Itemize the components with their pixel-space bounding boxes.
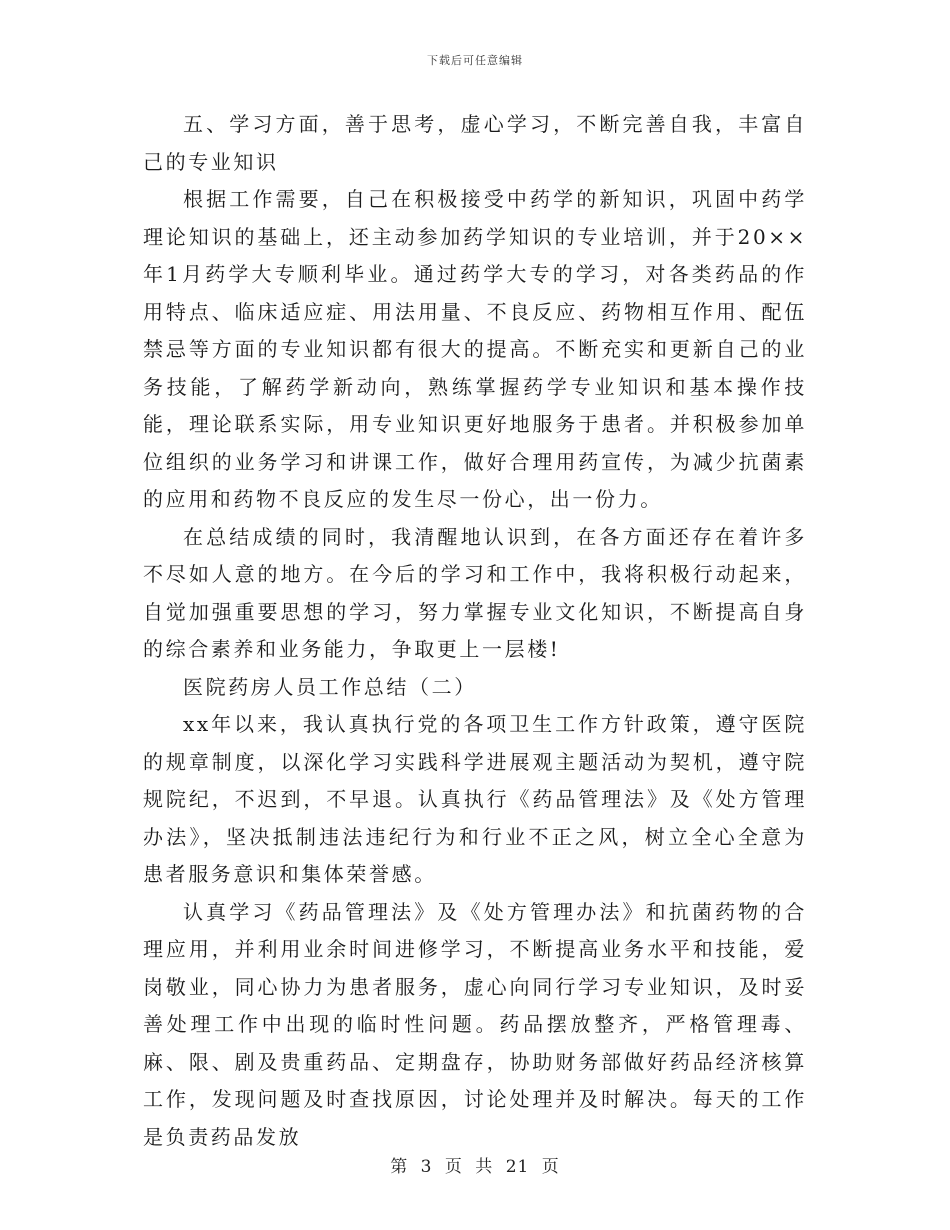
section-title-part-two: 医院药房人员工作总结（二） [183, 674, 477, 699]
paragraph-work-duties: 认真学习《药品管理法》及《处方管理办法》和抗菌药物的合理应用，并利用业余时间进修学习，不断提高业务水平和技能，爱岗敬业，同心协力为患者服务，虚心向同行学习专业知识，及时妥善处理工作中出现的临时性问题。药品摆放整齐，严格管理毒、麻、限、剧及贵重药品、定期盘存，协助财务部做好药品经济核算工作，发现问题及时查找原因，讨论处理并及时解决。每天的工作是负责药品发放 [143, 899, 807, 1149]
paragraph-study-details: 根据工作需要，自己在积极接受中药学的新知识，巩固中药学理论知识的基础上，还主动参加药学知识的专业培训，并于20××年1月药学大专顺利毕业。通过药学大专的学习，对各类药品的作用特点、临床适应症、用法用量、不良反应、药物相互作用、配伍禁忌等方面的专业知识都有很大的提高。不断充实和更新自己的业务技能，了解药学新动向，熟练掌握药学专业知识和基本操作技能，理论联系实际，用专业知识更好地服务于患者。并积极参加单位组织的业务学习和讲课工作，做好合理用药宣传，为减少抗菌素的应用和药物不良反应的发生尽一份心，出一份力。 [143, 187, 807, 511]
paragraph-discipline: xx年以来，我认真执行党的各项卫生工作方针政策，遵守医院的规章制度，以深化学习实践科学进展观主题活动为契机，遵守院规院纪，不迟到，不早退。认真执行《药品管理法》及《处方管理办法》，坚决抵制违法违纪行为和行业不正之风，树立全心全意为患者服务意识和集体荣誉感。 [143, 712, 807, 886]
paragraph-reflection: 在总结成绩的同时，我清醒地认识到，在各方面还存在着许多不尽如人意的地方。在今后的学习和工作中，我将积极行动起来，自觉加强重要思想的学习，努力掌握专业文化知识，不断提高自身的综合素养和业务能力，争取更上一层楼! [143, 524, 807, 661]
paragraph-study-heading: 五、学习方面，善于思考，虚心学习，不断完善自我，丰富自己的专业知识 [143, 112, 807, 174]
page-header-note: 下载后可任意编辑 [427, 54, 523, 67]
page-number-footer: 第 3 页 共 21 页 [390, 1157, 560, 1177]
document-body [143, 106, 807, 1156]
